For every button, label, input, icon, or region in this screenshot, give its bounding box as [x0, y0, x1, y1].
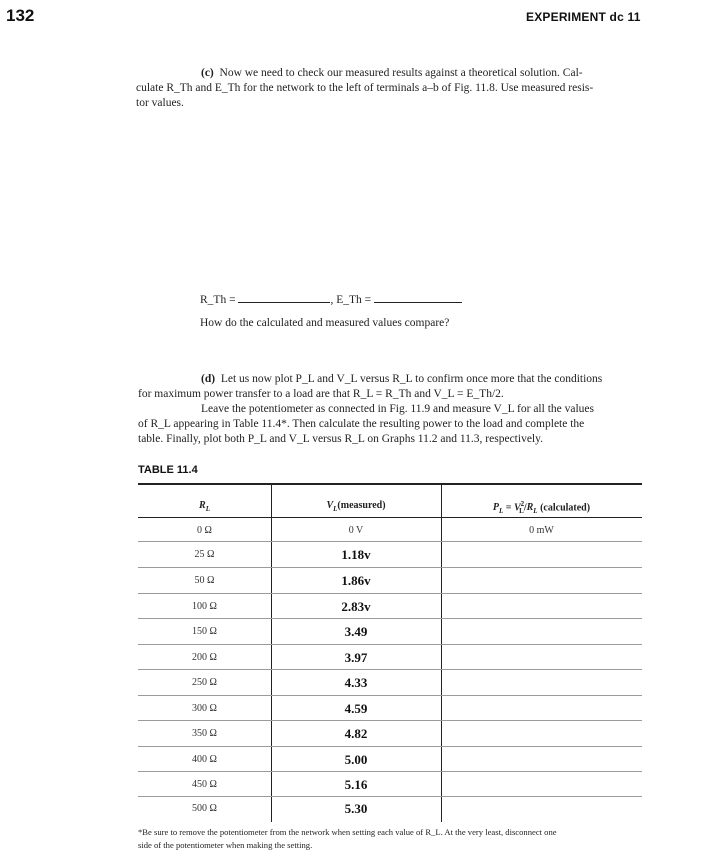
table-cell-vl[interactable]: 5.16 [344, 777, 368, 792]
footnote-line-1: *Be sure to remove the potentiometer from the network when setting each value of R_L. At the very least, disconnect one [138, 827, 557, 837]
table-cell-rl: 25 Ω [194, 549, 215, 560]
table-cell-pl[interactable] [441, 626, 642, 640]
table-cell-vl[interactable]: 2.83v [341, 599, 371, 614]
table-cell-pl[interactable] [441, 703, 642, 717]
table-cell-rl: 350 Ω [192, 728, 217, 739]
part-d-line-4: of R_L appearing in Table 11.4*. Then calculate the resulting power to the load and complete the [138, 418, 585, 430]
table-row-rule [138, 644, 642, 645]
table-row-rule [138, 720, 642, 721]
eth-label: , E_Th = [330, 294, 372, 306]
table-cell-rl: 200 Ω [192, 652, 217, 663]
table-top-rule [138, 483, 642, 485]
table-row-rule [138, 593, 642, 594]
table-cell-pl[interactable] [441, 601, 642, 615]
part-c-line-3: tor values. [136, 97, 184, 109]
table-cell-vl[interactable]: 3.97 [344, 650, 368, 665]
table-cell-pl[interactable]: 0 mW [529, 525, 554, 536]
table-row-rule [138, 541, 642, 542]
table-cell-rl: 150 Ω [192, 626, 217, 637]
table-cell-pl[interactable] [441, 803, 642, 817]
table-cell-pl[interactable] [441, 549, 642, 563]
table-cell-pl[interactable] [441, 652, 642, 666]
table-cell-vl[interactable]: 5.30 [344, 801, 368, 816]
table-cell-rl: 500 Ω [192, 803, 217, 814]
rth-label: R_Th = [200, 294, 236, 306]
header-pl: $P_L = V^2_L/R_L$ (calculated) [492, 500, 591, 516]
footnote-line-2: side of the potentiometer when making the setting. [138, 840, 313, 850]
part-d-line-5: table. Finally, plot both P_L and V_L versus R_L on Graphs 11.2 and 11.3, respectively. [138, 433, 543, 445]
table-title: TABLE 11.4 [138, 464, 198, 476]
table-row-rule [138, 771, 642, 772]
table-cell-vl[interactable]: 1.18v [341, 547, 371, 562]
part-c-line-1: Now we need to check our measured results against a theoretical solution. Cal- [219, 67, 583, 79]
part-c-label: (c) [201, 67, 214, 79]
table-cell-pl[interactable] [441, 754, 642, 768]
part-d-line-3: Leave the potentiometer as connected in Fig. 11.9 and measure V_L for all the values [201, 403, 594, 415]
table-row-rule [138, 567, 642, 568]
table-cell-rl: 50 Ω [194, 575, 215, 586]
table-row-rule [138, 618, 642, 619]
table-cell-rl: 450 Ω [192, 779, 217, 790]
table-cell-rl: 0 Ω [197, 525, 212, 536]
table-cell-pl[interactable] [441, 779, 642, 793]
table-cell-vl[interactable]: 4.59 [344, 701, 368, 716]
part-d-line-2: for maximum power transfer to a load are that R_L = R_Th and V_L = E_Th/2. [138, 388, 504, 400]
table-cell-pl[interactable] [441, 677, 642, 691]
table-cell-vl[interactable]: 3.49 [344, 624, 368, 639]
part-d-label: (d) [201, 373, 216, 385]
table-cell-vl[interactable]: 1.86v [341, 573, 371, 588]
table-cell-pl[interactable] [441, 728, 642, 742]
footnote [138, 826, 648, 852]
table-cell-pl[interactable] [441, 575, 642, 589]
part-d-line-1: Let us now plot P_L and V_L versus R_L to confirm once more that the conditions [220, 373, 603, 385]
table-cell-rl: 250 Ω [192, 677, 217, 688]
table-cell-rl: 400 Ω [192, 754, 217, 765]
header-vl: $V_L(measured)$ [326, 500, 386, 513]
page-number: 132 [6, 6, 35, 25]
comparison-question: How do the calculated and measured values compare? [200, 317, 450, 329]
table-cell-rl: 100 Ω [192, 601, 217, 612]
table-cell-vl[interactable]: 4.33 [344, 675, 368, 690]
header-rl: $R_L$ [199, 500, 210, 513]
table-cell-vl[interactable]: 0 V [348, 525, 364, 536]
table-row-rule [138, 746, 642, 747]
table-cell-rl: 300 Ω [192, 703, 217, 714]
header-rule [138, 517, 642, 518]
running-title: EXPERIMENT dc 11 [526, 10, 641, 24]
table-cell-vl[interactable]: 4.82 [344, 726, 368, 741]
part-c-line-2: culate R_Th and E_Th for the network to the left of terminals a–b of Fig. 11.8. Use measured resis- [136, 82, 594, 94]
table-cell-vl[interactable]: 5.00 [344, 752, 368, 767]
table-row-rule [138, 695, 642, 696]
table-row-rule [138, 796, 642, 797]
table-row-rule [138, 669, 642, 670]
